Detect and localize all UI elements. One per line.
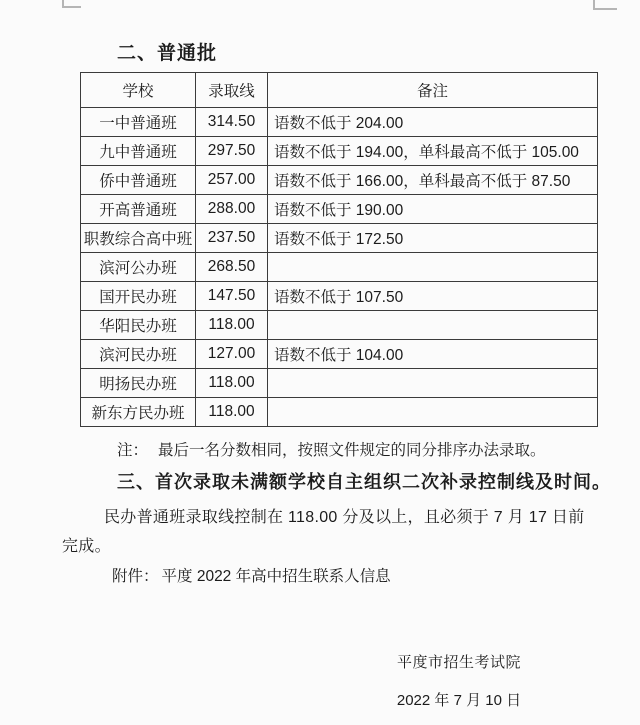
attachment-line xyxy=(112,566,640,587)
table-row xyxy=(81,108,598,137)
table-row xyxy=(81,398,598,427)
remark-cell: 语数不低于 204.00 xyxy=(268,108,598,137)
school-cell: 一中普通班 xyxy=(81,108,196,137)
section2-title: 二、普通批 xyxy=(117,43,218,64)
score-cell: 237.50 xyxy=(196,224,268,253)
col-header-score: 录取线 xyxy=(196,73,268,108)
document-footer xyxy=(390,651,528,710)
table-row xyxy=(81,369,598,398)
school-cell: 国开民办班 xyxy=(81,282,196,311)
score-cell: 147.50 xyxy=(196,282,268,311)
school-cell: 明扬民办班 xyxy=(81,369,196,398)
remark-cell: 语数不低于 194.00，单科最高不低于 105.00 xyxy=(268,137,598,166)
page-margin-mark-right xyxy=(593,0,617,10)
page-margin-mark-left xyxy=(62,0,81,8)
footnote-text: 最后一名分数相同，按照文件规定的同分排序办法录取。 xyxy=(158,442,546,459)
issuing-authority: 平度市招生考试院 xyxy=(396,654,521,671)
score-cell: 314.50 xyxy=(196,108,268,137)
remark-cell xyxy=(268,311,598,340)
footnote-label: 注： xyxy=(117,442,149,459)
table-header-row xyxy=(81,73,598,108)
remark-cell: 语数不低于 107.50 xyxy=(268,282,598,311)
score-cell: 127.00 xyxy=(196,340,268,369)
attachment-text: 平度 2022 年高中招生联系人信息 xyxy=(161,568,391,585)
school-cell: 职教综合高中班 xyxy=(81,224,196,253)
section3-title: 三、首次录取未满额学校自主组织二次补录控制线及时间。 xyxy=(117,472,611,492)
remark-cell: 语数不低于 190.00 xyxy=(268,195,598,224)
score-cell: 288.00 xyxy=(196,195,268,224)
admission-score-table xyxy=(80,72,598,427)
score-cell: 118.00 xyxy=(196,311,268,340)
table-footnote xyxy=(117,441,640,461)
table-row xyxy=(81,340,598,369)
school-cell: 滨河公办班 xyxy=(81,253,196,282)
school-cell: 新东方民办班 xyxy=(81,398,196,427)
school-cell: 开高普通班 xyxy=(81,195,196,224)
remark-cell xyxy=(268,398,598,427)
score-cell: 257.00 xyxy=(196,166,268,195)
table-row xyxy=(81,195,598,224)
section3-paragraph: 民办普通班录取线控制在 118.00 分及以上，且必须于 7 月 17 日前完成。 xyxy=(62,509,585,555)
attachment-label: 附件： xyxy=(112,568,159,585)
remark-cell: 语数不低于 166.00，单科最高不低于 87.50 xyxy=(268,166,598,195)
score-cell: 268.50 xyxy=(196,253,268,282)
school-cell: 滨河民办班 xyxy=(81,340,196,369)
table-row xyxy=(81,282,598,311)
table-row xyxy=(81,137,598,166)
table-row xyxy=(81,166,598,195)
score-cell: 297.50 xyxy=(196,137,268,166)
score-cell: 118.00 xyxy=(196,369,268,398)
table-row xyxy=(81,253,598,282)
remark-cell xyxy=(268,369,598,398)
remark-cell xyxy=(268,253,598,282)
school-cell: 九中普通班 xyxy=(81,137,196,166)
table-row xyxy=(81,224,598,253)
col-header-remark: 备注 xyxy=(268,73,598,108)
school-cell: 华阳民办班 xyxy=(81,311,196,340)
school-cell: 侨中普通班 xyxy=(81,166,196,195)
score-cell: 118.00 xyxy=(196,398,268,427)
col-header-school: 学校 xyxy=(81,73,196,108)
table-row xyxy=(81,311,598,340)
issue-date: 2022 年 7 月 10 日 xyxy=(396,692,522,709)
remark-cell: 语数不低于 172.50 xyxy=(268,224,598,253)
remark-cell: 语数不低于 104.00 xyxy=(268,340,598,369)
